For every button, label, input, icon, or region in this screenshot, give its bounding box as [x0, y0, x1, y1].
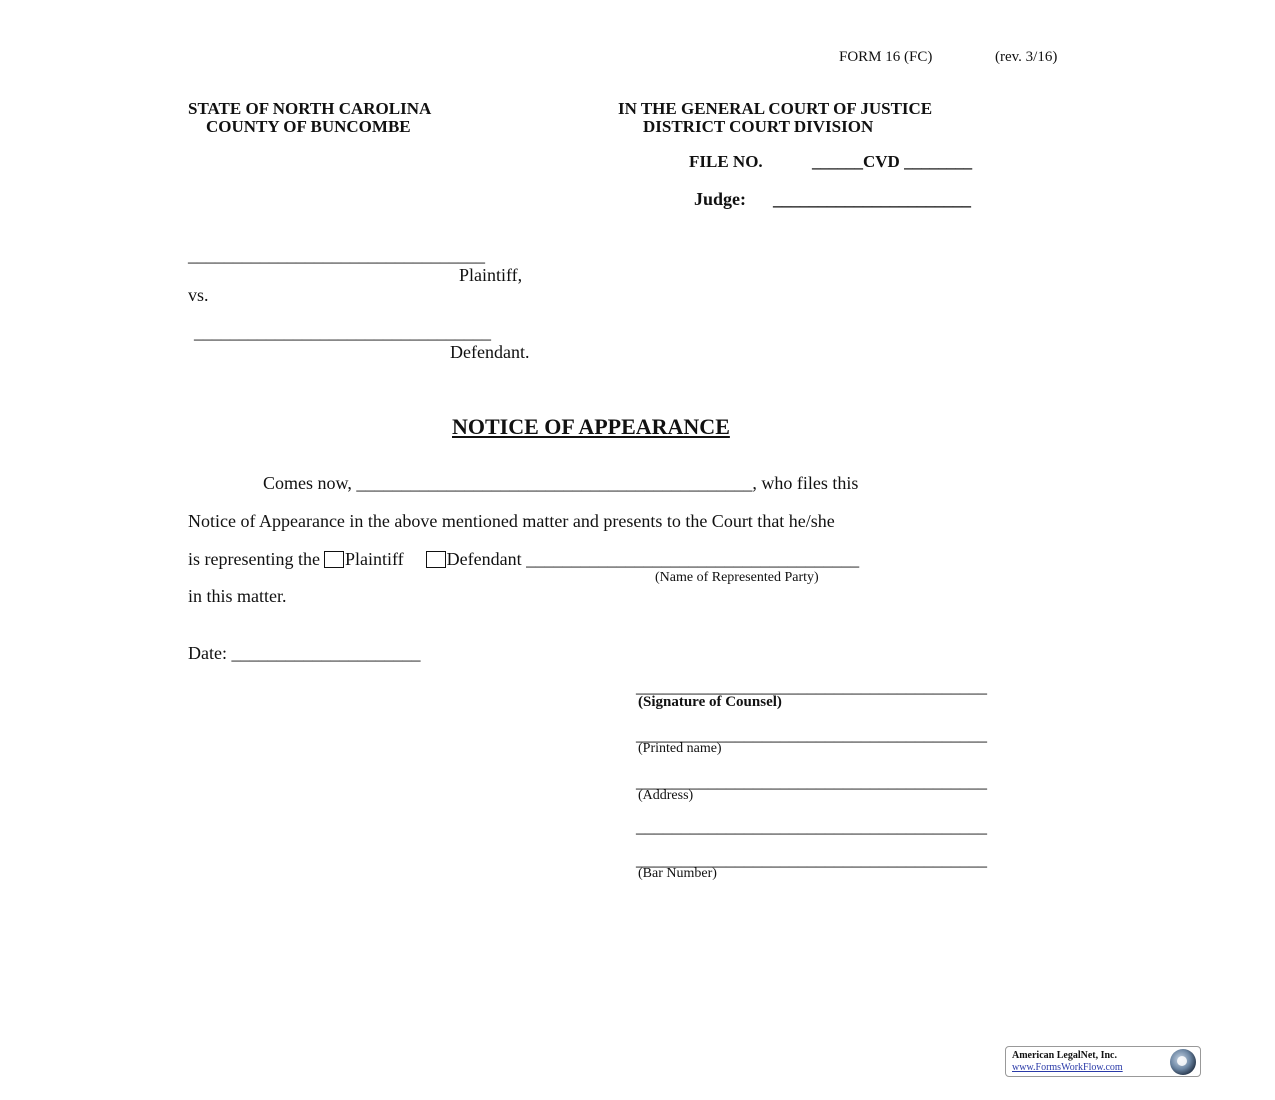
defendant-option-label: Defendant [446, 549, 522, 569]
badge-url-link[interactable]: www.FormsWorkFlow.com [1012, 1062, 1123, 1073]
represented-party-field[interactable]: _____________________________________ [526, 549, 860, 569]
file-no-field[interactable]: ______CVD ________ [812, 152, 973, 171]
county-label: COUNTY OF BUNCOMBE [206, 117, 411, 136]
date-row [188, 643, 420, 664]
form-revision: (rev. 3/16) [995, 49, 1058, 65]
filer-name-field[interactable]: ____________________________________________ [356, 473, 753, 493]
signature-caption: (Signature of Counsel) [638, 694, 782, 710]
globe-logo-icon [1170, 1049, 1196, 1075]
division-label: DISTRICT COURT DIVISION [643, 117, 874, 136]
plaintiff-checkbox[interactable] [324, 551, 344, 568]
plaintiff-option-label: Plaintiff [344, 549, 404, 569]
date-field[interactable]: _____________________ [231, 643, 421, 663]
document-title: NOTICE OF APPEARANCE [452, 414, 730, 439]
body-line-3 [188, 549, 859, 570]
versus-label: vs. [188, 285, 209, 305]
judge-field[interactable]: ______________________ [773, 189, 971, 209]
represented-party-caption: (Name of Represented Party) [655, 570, 819, 585]
bar-number-caption: (Bar Number) [638, 866, 717, 881]
plaintiff-label: Plaintiff, [459, 265, 523, 285]
plaintiff-name-field[interactable]: _________________________________ [188, 245, 485, 265]
body-line-4: in this matter. [188, 586, 287, 606]
who-files-label: , who files this [752, 473, 859, 493]
defendant-label: Defendant. [450, 342, 530, 362]
signature-field[interactable]: _______________________________________ [636, 676, 987, 696]
defendant-checkbox[interactable] [426, 551, 446, 568]
body-line-1 [263, 473, 858, 494]
printed-name-field[interactable]: _______________________________________ [636, 724, 987, 744]
body-line-2: Notice of Appearance in the above mentioned matter and presents to the Court that he/she [188, 511, 835, 531]
state-label: STATE OF NORTH CAROLINA [188, 99, 432, 118]
representing-label: is representing the [188, 549, 320, 569]
address-field[interactable]: _______________________________________ [636, 771, 987, 791]
defendant-name-field[interactable]: _________________________________ [194, 322, 491, 342]
court-label: IN THE GENERAL COURT OF JUSTICE [618, 99, 933, 118]
form-id: FORM 16 (FC) [839, 49, 933, 65]
bar-number-field[interactable]: _______________________________________ [636, 849, 987, 869]
address-caption: (Address) [638, 788, 694, 803]
address-line-2-field[interactable]: _______________________________________ [636, 816, 987, 836]
date-label: Date: [188, 643, 227, 663]
american-legalnet-badge[interactable] [1005, 1046, 1201, 1077]
judge-label: Judge: [694, 189, 747, 209]
file-no-label: FILE NO. [689, 152, 763, 171]
printed-name-caption: (Printed name) [638, 741, 722, 756]
badge-company-name: American LegalNet, Inc. [1012, 1050, 1117, 1061]
comes-now-label: Comes now, [263, 473, 352, 493]
